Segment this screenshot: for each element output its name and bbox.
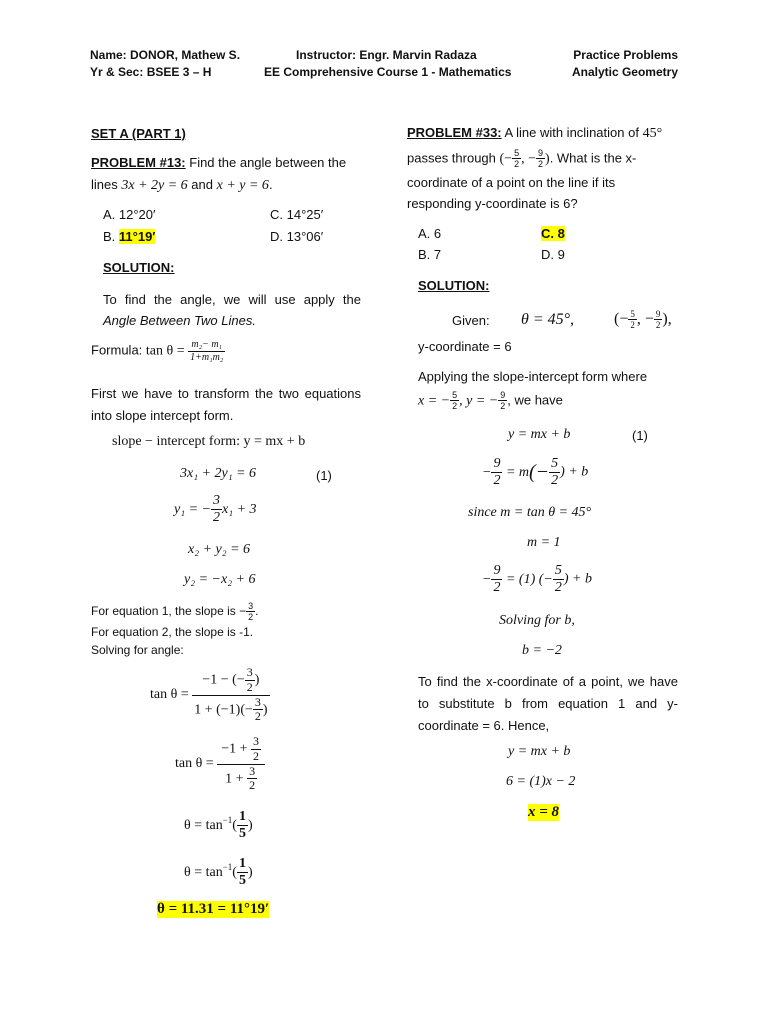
course-title: EE Comprehensive Course 1 - Mathematics [264,65,512,79]
problem-33-label: PROBLEM #33: [407,125,502,140]
final-answer-left: θ = 11.31 = 11°19′ [157,901,270,917]
tan-step-1-fraction: −1 − (− $\frac{3}{2}$ ) 1 + (−1)(− $\frac{3}{2}$ ) [194,665,268,724]
set-title: SET A (PART 1) [91,126,186,141]
problem-33-line1: PROBLEM #33: A line with inclination of 45° [407,125,663,141]
given-point: (− $\frac{5}{2}$ , − $\frac{9}{2}$ ), [614,309,672,331]
solving-angle-text: Solving for angle: [91,643,184,657]
apply-line2: x = − $\frac{5}{2}$ , y = − $\frac{9}{2}$ , we have [418,390,563,412]
choice-a: A. 12°20′ [103,207,156,222]
choice-c: C. 14°25′ [270,207,324,222]
equation-2-slope-form: y₂ = −x₂ + 6 [184,572,256,587]
problem-13-line1: PROBLEM #13: Find the angle between the [91,155,347,170]
year-section: Yr & Sec: BSEE 3 – H [90,65,212,79]
given-label: Given: [452,313,490,328]
substitution-eq: − $\frac{9}{2}$ = m(− $\frac{5}{2}$ ) + b [482,456,589,489]
x-equation: 6 = (1)x − 2 [506,774,576,789]
instructor: Instructor: Engr. Marvin Radaza [296,48,477,62]
theta-step-1: $\theta = \tan^{-1}$( $\frac{1}{5}$ ) [184,809,253,842]
since-m-eq: since m = tan θ = 45° [468,505,592,520]
theta-step-2: $\theta = \tan^{-1}$( $\frac{1}{5}$ ) [184,856,253,889]
choice-c-33: C. 8 [541,226,565,241]
y-coordinate-given: y-coordinate = 6 [418,339,512,354]
final-answer-right: x = 8 [528,804,560,820]
given-theta: θ = 45°, [521,311,575,328]
problem-33-line3: coordinate of a point on the line if its [407,175,616,190]
choice-d-33: D. 9 [541,247,565,262]
apply-line1: Applying the slope-intercept form where [418,369,648,384]
eq-number-1: (1) [632,428,648,443]
student-name: Name: DONOR, Mathew S. [90,48,241,62]
problem-33-line4: responding y-coordinate is 6? [407,196,578,211]
problem-13-line2: lines 3x + 2y = 6 and x + y = 6. [91,177,273,193]
formula-fraction: $\frac{\text{m₂− m₁}}{\text{1+m₁m₂}}$ [190,339,224,363]
slope-2-text: For equation 2, the slope is -1. [91,625,254,639]
slope-intercept-form: slope − intercept form: y = mx + b [112,434,306,449]
choice-a-33: A. 6 [418,226,442,241]
solution-label-left: SOLUTION: [103,260,175,275]
slope-intercept-eq: y = mx + b [508,427,571,442]
tan-step-1: tan θ = −1 − (− $\frac{3}{2}$ ) 1 + (−1)(− $\frac{3}{2}$ ) [150,665,268,724]
solving-for-b: Solving for b, [499,613,575,628]
choice-b-answer: 11°19′ [118,229,156,244]
find-x-text: To find the x-coordinate of a point, we have to substitute b from equation 1 and y-coordinate = 6. Hence, [418,674,678,733]
slope-intercept-eq-2: y = mx + b [508,744,571,759]
equation-2: x₂ + y₂ = 6 [188,542,251,557]
slope-1-text: For equation 1, the slope is − $\frac{3}{2}$ . [91,601,259,623]
formula-line: Formula: tan θ = $\frac{\text{m₂− m₁}}{\text{1+m₁m₂}}$ [91,339,224,363]
problem-13-label: PROBLEM #13: [91,155,186,170]
equation-1-number: (1) [316,468,332,483]
equation-1-slope-form: y₁ = − $\frac{3}{2}$ x₁ + 3 [174,493,257,526]
substitution-eq-2: − $\frac{9}{2}$ = (1) (− $\frac{5}{2}$ ) + b [482,563,592,596]
choice-d: D. 13°06′ [270,229,324,244]
subject: Analytic Geometry [571,65,678,79]
transform-text: First we have to transform the two equations into slope intercept form. [91,386,361,423]
tan-step-2: tan θ = −1 + $\frac{3}{2}$ 1 + $\frac{3}{2}$ [175,735,265,793]
doc-type: Practice Problems [573,48,678,62]
b-value: b = −2 [522,643,562,658]
tan-step-2-fraction: −1 + $\frac{3}{2}$ 1 + $\frac{3}{2}$ [217,735,265,793]
choice-b: B. 11°19′ [103,229,156,244]
m-value: m = 1 [527,535,561,550]
choice-b-33: B. 7 [418,247,442,262]
solution-label-right: SOLUTION: [418,278,490,293]
equation-1: 3x₁ + 2y₁ = 6 [180,466,257,481]
problem-33-line2: passes through (− $\frac{5}{2}$ , − $\frac{9}{2}$ ). What is the x- [407,148,637,170]
sol-intro: To find the angle, we will use apply the Angle Between Two Lines. [103,292,361,328]
